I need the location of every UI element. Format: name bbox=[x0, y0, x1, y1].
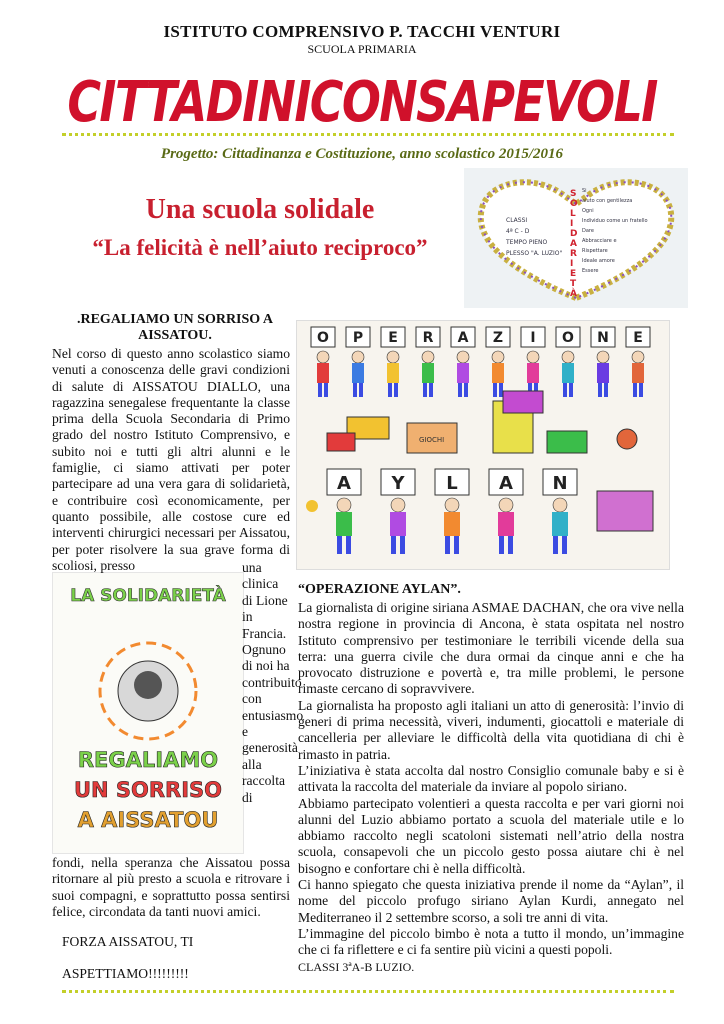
child-head bbox=[499, 498, 513, 512]
aylan-letter: N bbox=[597, 330, 609, 346]
child-head bbox=[337, 498, 351, 512]
dotted-divider-bottom bbox=[62, 990, 674, 993]
heart-vertical-letter: S bbox=[570, 189, 577, 199]
child-leg bbox=[493, 383, 497, 397]
child-leg bbox=[563, 383, 567, 397]
child-leg bbox=[391, 536, 396, 554]
heart-vertical-letter: L bbox=[570, 209, 576, 219]
heart-vertical-letter: A bbox=[570, 239, 577, 249]
child-leg bbox=[458, 383, 462, 397]
child-leg bbox=[464, 383, 468, 397]
child-leg bbox=[388, 383, 392, 397]
child-leg bbox=[423, 383, 427, 397]
child-body bbox=[390, 512, 406, 536]
aylan-heading: “OPERAZIONE AYLAN”. bbox=[298, 582, 461, 597]
child-leg bbox=[598, 383, 602, 397]
child-leg bbox=[394, 383, 398, 397]
aylan-article bbox=[298, 600, 684, 959]
aylan-letter: L bbox=[446, 473, 458, 494]
heart-left-text: 4ª C - D bbox=[506, 228, 530, 235]
aylan-letter: O bbox=[317, 330, 329, 346]
child-head bbox=[492, 351, 504, 363]
heart-vertical-letter: T bbox=[570, 279, 577, 289]
heart-right-text: aiuto con gentilezza bbox=[582, 198, 633, 204]
child-head bbox=[562, 351, 574, 363]
aylan-letter: E bbox=[388, 330, 398, 346]
heart-left-text: PLESSO "A. LUZIO" bbox=[506, 250, 563, 257]
school-name: ISTITUTO COMPRENSIVO P. TACCHI VENTURI bbox=[163, 22, 561, 41]
aylan-letter: A bbox=[337, 473, 351, 494]
goods-box-purple bbox=[503, 391, 543, 413]
child-body bbox=[457, 363, 469, 383]
solid-banner: LA SOLIDARIETÀ bbox=[70, 586, 226, 606]
heart-vertical-letter: E bbox=[570, 269, 577, 279]
child-leg bbox=[604, 383, 608, 397]
child-head bbox=[527, 351, 539, 363]
heart-vertical-letter: I bbox=[570, 259, 574, 269]
child-body bbox=[562, 363, 574, 383]
child-leg bbox=[400, 536, 405, 554]
aylan-paragraph: L’iniziativa è stata accolta dal nostro Consiglio comunale baby e si è attivata la raccolta del materiale da inviare al popolo siriano. bbox=[298, 762, 684, 795]
heart-vertical-letter: À bbox=[570, 289, 577, 299]
child-body bbox=[422, 363, 434, 383]
aylan-letter: E bbox=[633, 330, 643, 346]
heart-right-text: Rispettare bbox=[582, 248, 608, 254]
aylan-letter: O bbox=[562, 330, 574, 346]
heart-right-text: Individuo come un fratello bbox=[582, 218, 648, 224]
child-head bbox=[317, 351, 329, 363]
goods-small-ball bbox=[306, 500, 318, 512]
heart-right-text: Dare bbox=[582, 228, 594, 234]
child-head bbox=[597, 351, 609, 363]
child-leg bbox=[562, 536, 567, 554]
child-body bbox=[632, 363, 644, 383]
aylan-paragraph: La giornalista di origine siriana ASMAE DACHAN, che ora vive nella nostra regione in provincia di Ancona, è stata ospitata nel nostro Istituto comprensivo per testimoniare le terribili vicende della sua terra: una guerra civile che dura ormai da cinque anni e che ha provocato distruzione e povertà e, tra mille problemi, le persone rimaste cercano di sopravvivere. bbox=[298, 600, 684, 697]
aylan-letter: R bbox=[422, 330, 434, 346]
rally-line-2: ASPETTIAMO!!!!!!!!! bbox=[62, 966, 189, 981]
child-body bbox=[336, 512, 352, 536]
child-leg bbox=[508, 536, 513, 554]
aissatou-heading-text: REGALIAMO UN SORRISO A AISSATOU. bbox=[80, 312, 274, 343]
child-head bbox=[352, 351, 364, 363]
child-leg bbox=[499, 536, 504, 554]
aissatou-heading bbox=[60, 312, 290, 344]
heart-left-text: TEMPO PIENO bbox=[506, 239, 548, 246]
aylan-letter: Z bbox=[492, 330, 504, 346]
child-head bbox=[391, 498, 405, 512]
child-body bbox=[552, 512, 568, 536]
heart-vertical-letter: R bbox=[570, 249, 577, 259]
child-leg bbox=[337, 536, 342, 554]
child-leg bbox=[639, 383, 643, 397]
school-level: SCUOLA PRIMARIA bbox=[307, 42, 417, 56]
child-body bbox=[492, 363, 504, 383]
child-body bbox=[444, 512, 460, 536]
aylan-letter: Y bbox=[391, 473, 405, 494]
child-body bbox=[387, 363, 399, 383]
aylan-letter: A bbox=[499, 473, 513, 494]
child-head bbox=[632, 351, 644, 363]
heart-right-text: Essere bbox=[582, 268, 599, 274]
dotted-divider-top bbox=[62, 133, 674, 136]
heart-right-text: Si bbox=[582, 188, 587, 194]
child-leg bbox=[553, 536, 558, 554]
aylan-paragraph: L’immagine del piccolo bimbo è nota a tutto il mondo, un’immagine che ci fa riflettere e ci fa sentire più vicini a questi popoli. bbox=[298, 925, 684, 958]
child-leg bbox=[454, 536, 459, 554]
child-head bbox=[553, 498, 567, 512]
goods-bag bbox=[327, 433, 355, 451]
child-head bbox=[387, 351, 399, 363]
aissatou-heading-prefix: . bbox=[76, 312, 81, 327]
aylan-paragraph: La giornalista ha proposto agli italiani un atto di generosità: l’invio di generi di prima necessità, viveri, indumenti, giocattoli e materiale di cancelleria per alleviare le difficoltà della vita quotidiana di chi è rimasto in patria. bbox=[298, 697, 684, 762]
heart-vertical-letter: O bbox=[570, 199, 578, 209]
goods-ball bbox=[617, 429, 637, 449]
solidarieta-drawing bbox=[52, 572, 244, 854]
aissatou-face bbox=[134, 671, 162, 699]
solid-drawing-svg bbox=[53, 573, 243, 853]
child-head bbox=[457, 351, 469, 363]
child-leg bbox=[499, 383, 503, 397]
aylan-paragraph: Abbiamo partecipato volentieri a questa raccolta e per vari giorni noi alunni del Luzio abbiamo portato a scuola del materiale utile e lo abbiamo raccolto negli scatoloni sistemati nell’atrio della nostra scuola, consapevoli che un piccolo gesto possa aiutare chi è nel bisogno e confortare chi è nella difficoltà. bbox=[298, 795, 684, 876]
aylan-letter: I bbox=[530, 330, 536, 346]
project-line: Progetto: Cittadinanza e Costituzione, anno scolastico 2015/2016 bbox=[160, 146, 564, 162]
heart-right-text: Ogni bbox=[582, 208, 594, 214]
child-leg bbox=[569, 383, 573, 397]
aylan-drawing-svg bbox=[297, 321, 669, 569]
child-head bbox=[445, 498, 459, 512]
child-leg bbox=[318, 383, 322, 397]
child-leg bbox=[359, 383, 363, 397]
solid-drawing-line: REGALIAMO bbox=[77, 748, 219, 772]
heart-left-text: CLASSI bbox=[506, 217, 528, 224]
article-title: Una scuola solidale bbox=[145, 194, 375, 225]
heart-vertical-letter: I bbox=[570, 219, 574, 229]
child-body bbox=[597, 363, 609, 383]
child-leg bbox=[353, 383, 357, 397]
heart-vertical-letter: D bbox=[570, 229, 578, 239]
child-body bbox=[498, 512, 514, 536]
article-subtitle: “La felicità è nell’aiuto reciproco” bbox=[92, 235, 428, 260]
aylan-paragraph: Ci hanno spiegato che questa iniziativa prende il nome da “Aylan”, il nome del piccolo profugo siriano Aylan Kurdi, annegato nel Mediterraneo il 2 settembre scorso, a soli tre anni di vita. bbox=[298, 877, 684, 925]
heart-right-text: Abbracciare e bbox=[582, 238, 617, 244]
operazione-aylan-drawing bbox=[296, 320, 670, 570]
child-leg bbox=[633, 383, 637, 397]
child-body bbox=[352, 363, 364, 383]
heart-drawing-svg bbox=[464, 168, 688, 308]
rally-line-1: FORZA AISSATOU, TI bbox=[62, 934, 194, 949]
child-leg bbox=[429, 383, 433, 397]
goods-chest bbox=[597, 491, 653, 531]
heart-drawing bbox=[464, 168, 688, 308]
aylan-letter: P bbox=[352, 330, 364, 346]
child-leg bbox=[324, 383, 328, 397]
masthead-title: CITTADINICONSAPEVOLI bbox=[67, 70, 657, 135]
solid-drawing-line: A AISSATOU bbox=[77, 808, 219, 832]
solid-drawing-line: UN SORRISO bbox=[73, 778, 223, 802]
child-body bbox=[527, 363, 539, 383]
child-leg bbox=[445, 536, 450, 554]
aylan-letter: A bbox=[457, 330, 469, 346]
child-head bbox=[422, 351, 434, 363]
aissatou-narrow-text: una clinica di Lione in Francia. Ognuno di noi ha contribuito con entusiasmo e generosità alla raccolta di bbox=[242, 560, 304, 805]
aissatou-paragraph-end: fondi, nella speranza che Aissatou possa ritornare al più presto a scuola e ritrovare i suoi compagni, e soprattutto possa sentirsi felice, circondata da tanti nuovi amici. bbox=[52, 855, 290, 919]
child-leg bbox=[346, 536, 351, 554]
goods-box-label: GIOCHI bbox=[419, 436, 445, 444]
aissatou-paragraph: Nel corso di questo anno scolastico siamo venuti a conoscenza delle gravi condizioni di salute di AISSATOU DIALLO, una ragazzina senegalese frequentante la classe prima della Scuola Secondaria di Primo grado del nostro Istituto Comprensivo, e subito noi e tutti gli altri alunni e le famiglie, ci siamo attivati per poter partecipare ad una vera gara di solidarietà, e contribuire così economicamente, per quanto possibile, alle costose cure ed interventi chirurgici necessari per Aissatou, per poter risolvere la sua grave forma di scoliosi, presso bbox=[52, 346, 290, 573]
aylan-letter: N bbox=[552, 473, 568, 494]
goods-box-green bbox=[547, 431, 587, 453]
signature: CLASSI 3ªA-B LUZIO. bbox=[298, 960, 415, 974]
heart-right-text: Ideale amore bbox=[582, 258, 615, 264]
child-body bbox=[317, 363, 329, 383]
